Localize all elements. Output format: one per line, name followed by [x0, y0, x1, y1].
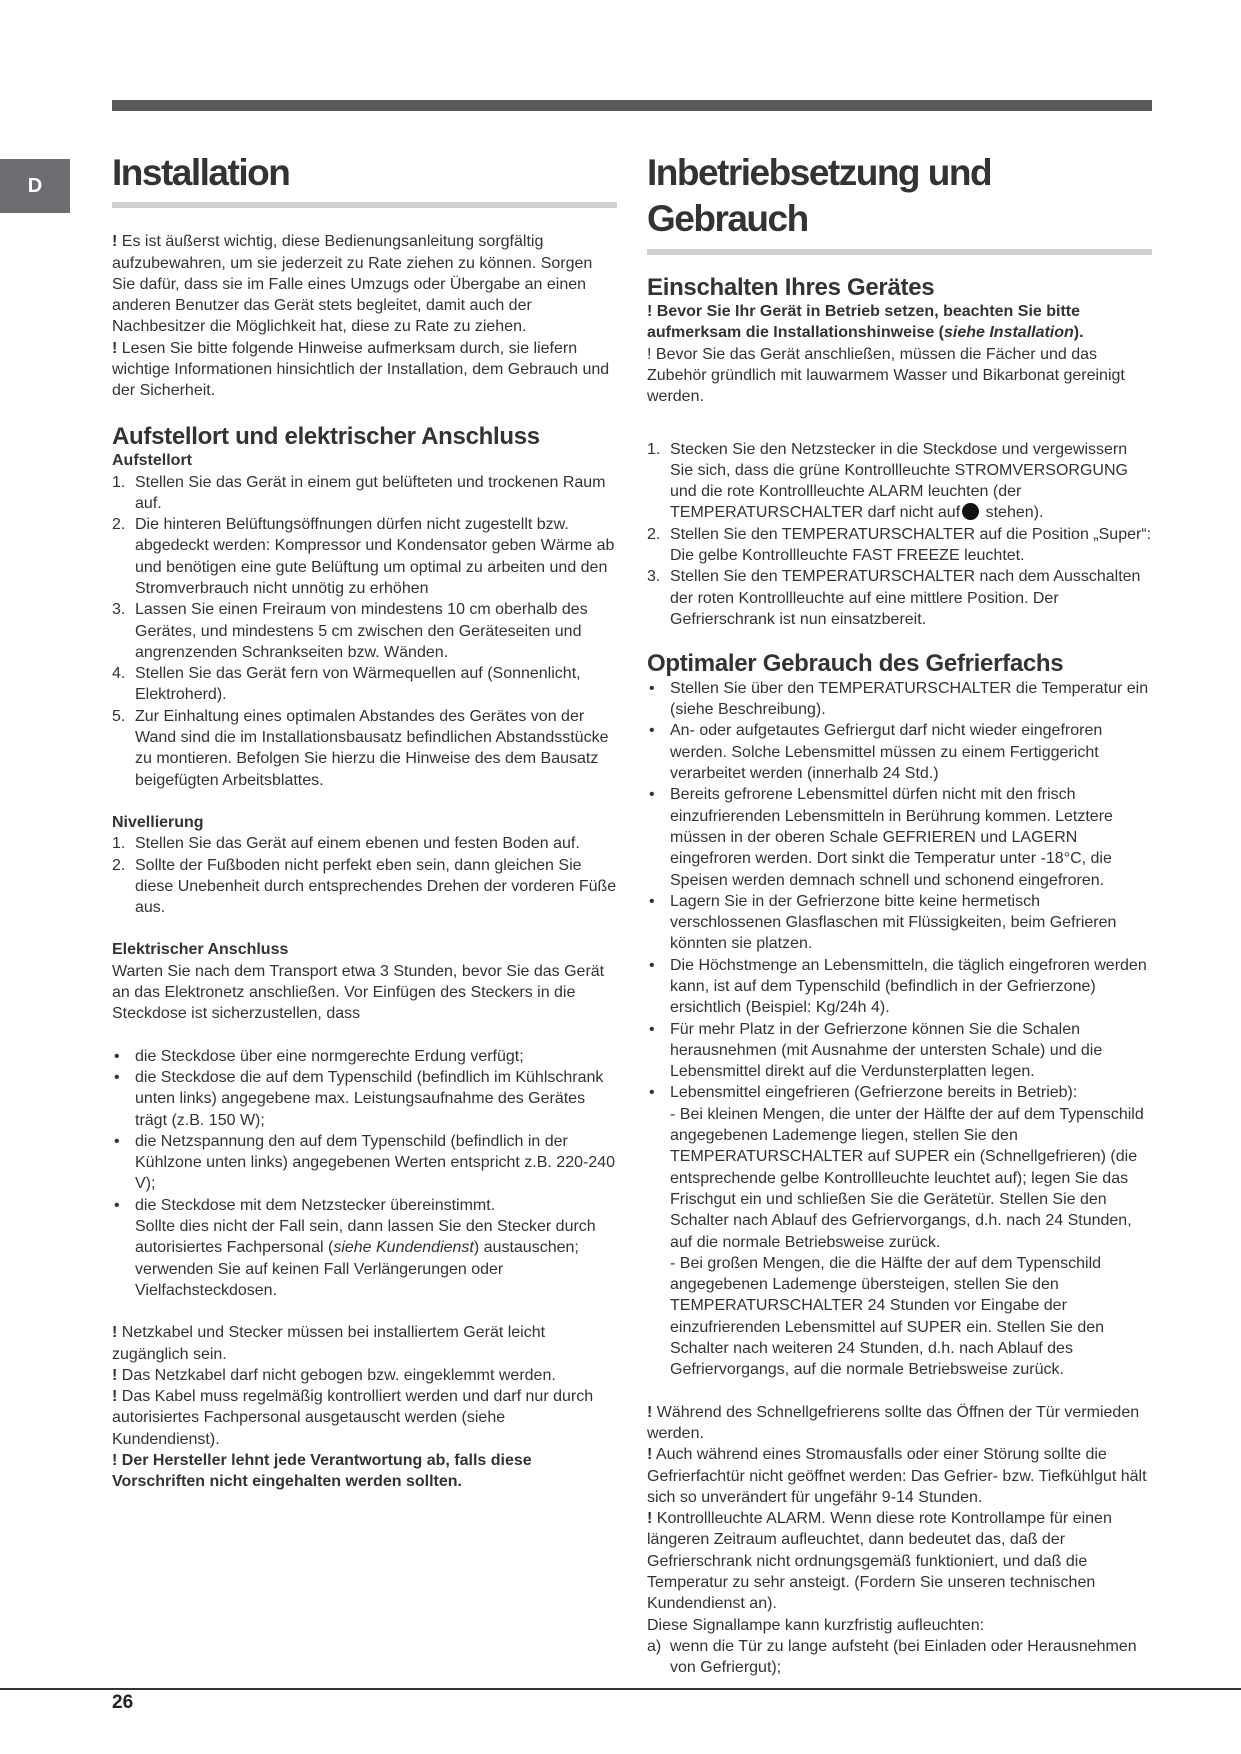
list-item: 2. Stellen Sie den TEMPERATURSCHALTER auf die Position „Super“: Die gelbe Kontrollleuchte FAST FREEZE leuchtet. [647, 525, 1152, 565]
list-item: 5. Zur Einhaltung eines optimalen Abstandes des Gerätes von der Wand sind die im Installationsbausatz befindlichen Abstandsstücke zu montieren. Befolgen Sie hierzu die Hinweise des dem Bausatz beigefügten Arbeitsblattes. [112, 707, 609, 789]
warning-note: ! Das Netzkabel darf nicht gebogen bzw. eingeklemmt werden. [112, 1366, 556, 1384]
list-item: • Stellen Sie über den TEMPERATURSCHALTER die Temperatur ein (siehe Beschreibung). [649, 679, 1149, 719]
elektrisch-list [112, 1046, 617, 1302]
list-item: • Lagern Sie in der Gefrierzone bitte keine hermetisch verschlossenen Glasflaschen mit Flüssigkeiten, beim Gefrieren könnten sie platzen. [649, 892, 1117, 953]
einschalten-list [647, 439, 1152, 631]
list-item: 2. Sollte der Fußboden nicht perfekt eben sein, dann gleichen Sie diese Unebenheit durch entsprechendes Drehen der vorderen Füße aus. [112, 856, 617, 917]
title-underline [112, 202, 617, 208]
section-title-installation: Installation [112, 152, 290, 193]
title-underline [647, 249, 1152, 255]
warning-note: ! Während des Schnellgefrierens sollte das Öffnen der Tür vermieden werden. [647, 1403, 1140, 1442]
section-title-inbetriebsetzung: Inbetriebsetzung und Gebrauch [647, 152, 992, 240]
signal-intro: Diese Signallampe kann kurzfristig aufleuchten: [647, 1616, 985, 1634]
nivellierung-list [112, 833, 617, 918]
intro-paragraph: ! Es ist äußerst wichtig, diese Bedienungsanleitung sorgfältig aufzubewahren, um sie jederzeit zu Rate ziehen zu können. Sorgen Sie dafür, dass sie im Falle eines Umzugs oder Übergabe an einen anderen Benutzer das Gerät stets begleitet, damit auch der Nachbesitzer die Möglichkeit hat, diese zu Rate zu ziehen. [112, 233, 593, 336]
list-item: 1. Stellen Sie das Gerät in einem gut belüfteten und trockenen Raum auf. [112, 473, 606, 512]
warnings-block [112, 1322, 617, 1492]
list-item: • Die Höchstmenge an Lebensmitteln, die täglich eingefroren werden kann, ist auf dem Typenschild (befindlich in der Gefrierzone) ersichtlich (Beispiel: Kg/24h 4). [649, 956, 1147, 1017]
cross-reference: siehe Installation [943, 324, 1074, 342]
footer-rule [0, 1688, 1241, 1690]
notes-block [647, 1402, 1152, 1679]
list-item: 3. Lassen Sie einen Freiraum von mindestens 10 cm oberhalb des Gerätes, und mindestens 5 cm zwischen den Geräteseiten und angrenzenden Schrankseiten bzw. Wänden. [112, 601, 588, 661]
liability-warning: ! Der Hersteller lehnt jede Verantwortung ab, falls diese Vorschriften nicht eingehalten werden sollten. [112, 1451, 532, 1491]
heading-aufstellort-anschluss: Aufstellort und elektrischer Anschluss [112, 422, 540, 450]
heading-optimaler-gebrauch: Optimaler Gebrauch des Gefrierfachs [647, 650, 1064, 678]
aufstellort-list [112, 472, 617, 791]
signal-list [647, 1636, 1152, 1679]
subheading-elektrischer-anschluss: Elektrischer Anschluss [112, 941, 289, 959]
heading-einschalten: Einschalten Ihres Gerätes [647, 273, 935, 301]
cross-reference: siehe Kundendienst [333, 1239, 474, 1257]
page-number: 26 [112, 1692, 134, 1713]
language-tab: D [0, 159, 70, 213]
list-item: • die Steckdose über eine normgerechte Erdung verfügt; [114, 1047, 524, 1065]
installation-column [112, 150, 617, 1493]
subheading-nivellierung: Nivellierung [112, 813, 204, 831]
subheading-aufstellort: Aufstellort [112, 452, 192, 470]
optimal-list [647, 678, 1152, 1381]
startup-warning: ! Bevor Sie Ihr Gerät in Betrieb setzen, beachten Sie bitte aufmerksam die Installationshinweise (siehe Installation). [647, 303, 1084, 342]
list-item: a) wenn die Tür zu lange aufsteht (bei Einladen oder Herausnehmen von Gefriergut); [647, 1637, 1137, 1677]
list-item: 2. Die hinteren Belüftungsöffnungen dürfen nicht zugestellt bzw. abgedeckt werden: Kompressor und Kondensator geben Wärme ab und benötigen eine gute Belüftung um optimal zu arbeiten und den Stromverbrauch nicht unnötig zu erhöhen [112, 516, 615, 597]
header-rule [112, 100, 1152, 111]
intro-paragraph: ! Lesen Sie bitte folgende Hinweise aufmerksam durch, sie liefern wichtige Informationen hinsichtlich der Installation, dem Gebrauch und der Sicherheit. [112, 339, 610, 400]
list-item: • die Steckdose die auf dem Typenschild (befindlich im Kühlschrank unten links) angegebene max. Leistungsaufnahme des Gerätes trägt (z.B. 150 W); [114, 1068, 604, 1129]
list-item: • Für mehr Platz in der Gefrierzone können Sie die Schalen herausnehmen (mit Ausnahme der untersten Schale) und die Lebensmittel direkt auf die Verdunsterplatten legen. [649, 1020, 1103, 1081]
elektrisch-intro: Warten Sie nach dem Transport etwa 3 Stunden, bevor Sie das Gerät an das Elektronetz anschließen. Vor Einfügen des Steckers in die Steckdose ist sicherzustellen, dass [112, 962, 605, 1023]
warning-note: ! Kontrollleuchte ALARM. Wenn diese rote Kontrollampe für einen längeren Zeitraum aufleuchtet, dann bedeutet das, daß der Gefrierschrank nicht ordnungsgemäß funktioniert, und daß die Temperatur zu sehr ansteigt. (Fordern Sie unseren technischen Kundendienst an). [647, 1510, 1112, 1613]
list-item: 4. Stellen Sie das Gerät fern von Wärmequellen auf (Sonnenlicht, Elektroherd). [112, 665, 581, 704]
list-item: • die Netzspannung den auf dem Typenschild (befindlich in der Kühlzone unten links) angegebenen Werten entspricht z.B. 220-240 V); [114, 1132, 616, 1193]
warning-note: ! Auch während eines Stromausfalls oder einer Störung sollte die Gefrierfachtür nicht geöffnet werden: Das Gefrier- bzw. Tiefkühlgut hält sich so unverändert für ungefähr 9-14 Stunden. [647, 1446, 1147, 1506]
cleaning-note: ! Bevor Sie das Gerät anschließen, müssen die Fächer und das Zubehör gründlich mit lauwarmem Wasser und Bikarbonat gereinigt werden. [647, 345, 1125, 406]
list-item: 1. Stellen Sie das Gerät auf einem ebenen und festen Boden auf. [112, 835, 580, 853]
list-item: 3. Stellen Sie den TEMPERATURSCHALTER nach dem Ausschalten der roten Kontrollleuchte auf eine mittlere Position. Der Gefrierschrank ist nun einsatzbereit. [647, 568, 1141, 628]
list-item: 1. Stecken Sie den Netzstecker in die Steckdose und vergewissern Sie sich, dass die grüne Kontrollleuchte STROMVERSORGUNG und die rote Kontrollleuchte ALARM leuchten (der TEMPERATURSCHALTER darf nicht auf stehen). [647, 440, 1128, 522]
list-item: • Bereits gefrorene Lebensmittel dürfen nicht mit den frisch einzufrierenden Lebensmitteln in Berührung kommen. Letztere müssen in der oberen Schale GEFRIEREN und LAGERN eingefroren werden. Dort sinkt die Temperatur unter -18°C, die Speisen werden demnach schnell und schonend eingefroren. [649, 786, 1113, 889]
usage-column [647, 150, 1152, 1679]
list-item: • die Steckdose mit dem Netzstecker übereinstimmt. Sollte dies nicht der Fall sein, dann lassen Sie den Stecker durch autorisiertes Fachpersonal (siehe Kundendienst) austauschen; verwenden Sie auf keinen Fall Verlängerungen oder Vielfachsteckdosen. [114, 1196, 596, 1299]
warning-note: ! Netzkabel und Stecker müssen bei installiertem Gerät leicht zugänglich sein. [112, 1324, 546, 1363]
list-item: • Lebensmittel eingefrieren (Gefrierzone bereits in Betrieb): - Bei kleinen Mengen, die unter der Hälfte der auf dem Typenschild angegebenen Lademenge liegen, stellen Sie den TEMPERATURSCHALTER auf SUPER ein (Schnellgefrieren) (die entsprechende gelbe Kontrollleuchte leuchtet auf); legen Sie das Frischgut ein und schließen Sie die Gerätetür. Stellen Sie den Schalter nach Ablauf des Gefriervorgangs, d.h. nach 24 Stunden, auf die normale Betriebsweise zurück. - Bei großen Mengen, die die Hälfte der auf dem Typenschild angegebenen Lademenge übersteigen, stellen Sie den TEMPERATURSCHALTER 24 Stunden vor Eingabe der einzufrierenden Lebensmittel auf SUPER ein. Stellen Sie den Schalter nach weiteren 24 Stunden, d.h. nach Ablauf des Gefriervorgangs, auf die normale Betriebsweise zurück. [649, 1084, 1144, 1379]
list-item: • An- oder aufgetautes Gefriergut darf nicht wieder eingefroren werden. Solche Lebensmittel müssen zu einem Fertiggericht verarbeitet werden (innerhalb 24 Std.) [649, 722, 1103, 783]
warning-note: ! Das Kabel muss regelmäßig kontrolliert werden und darf nur durch autorisiertes Fachpersonal ausgetauscht werden (siehe Kundendienst). [112, 1388, 594, 1448]
off-position-icon [962, 503, 979, 520]
intro-block [112, 231, 617, 401]
